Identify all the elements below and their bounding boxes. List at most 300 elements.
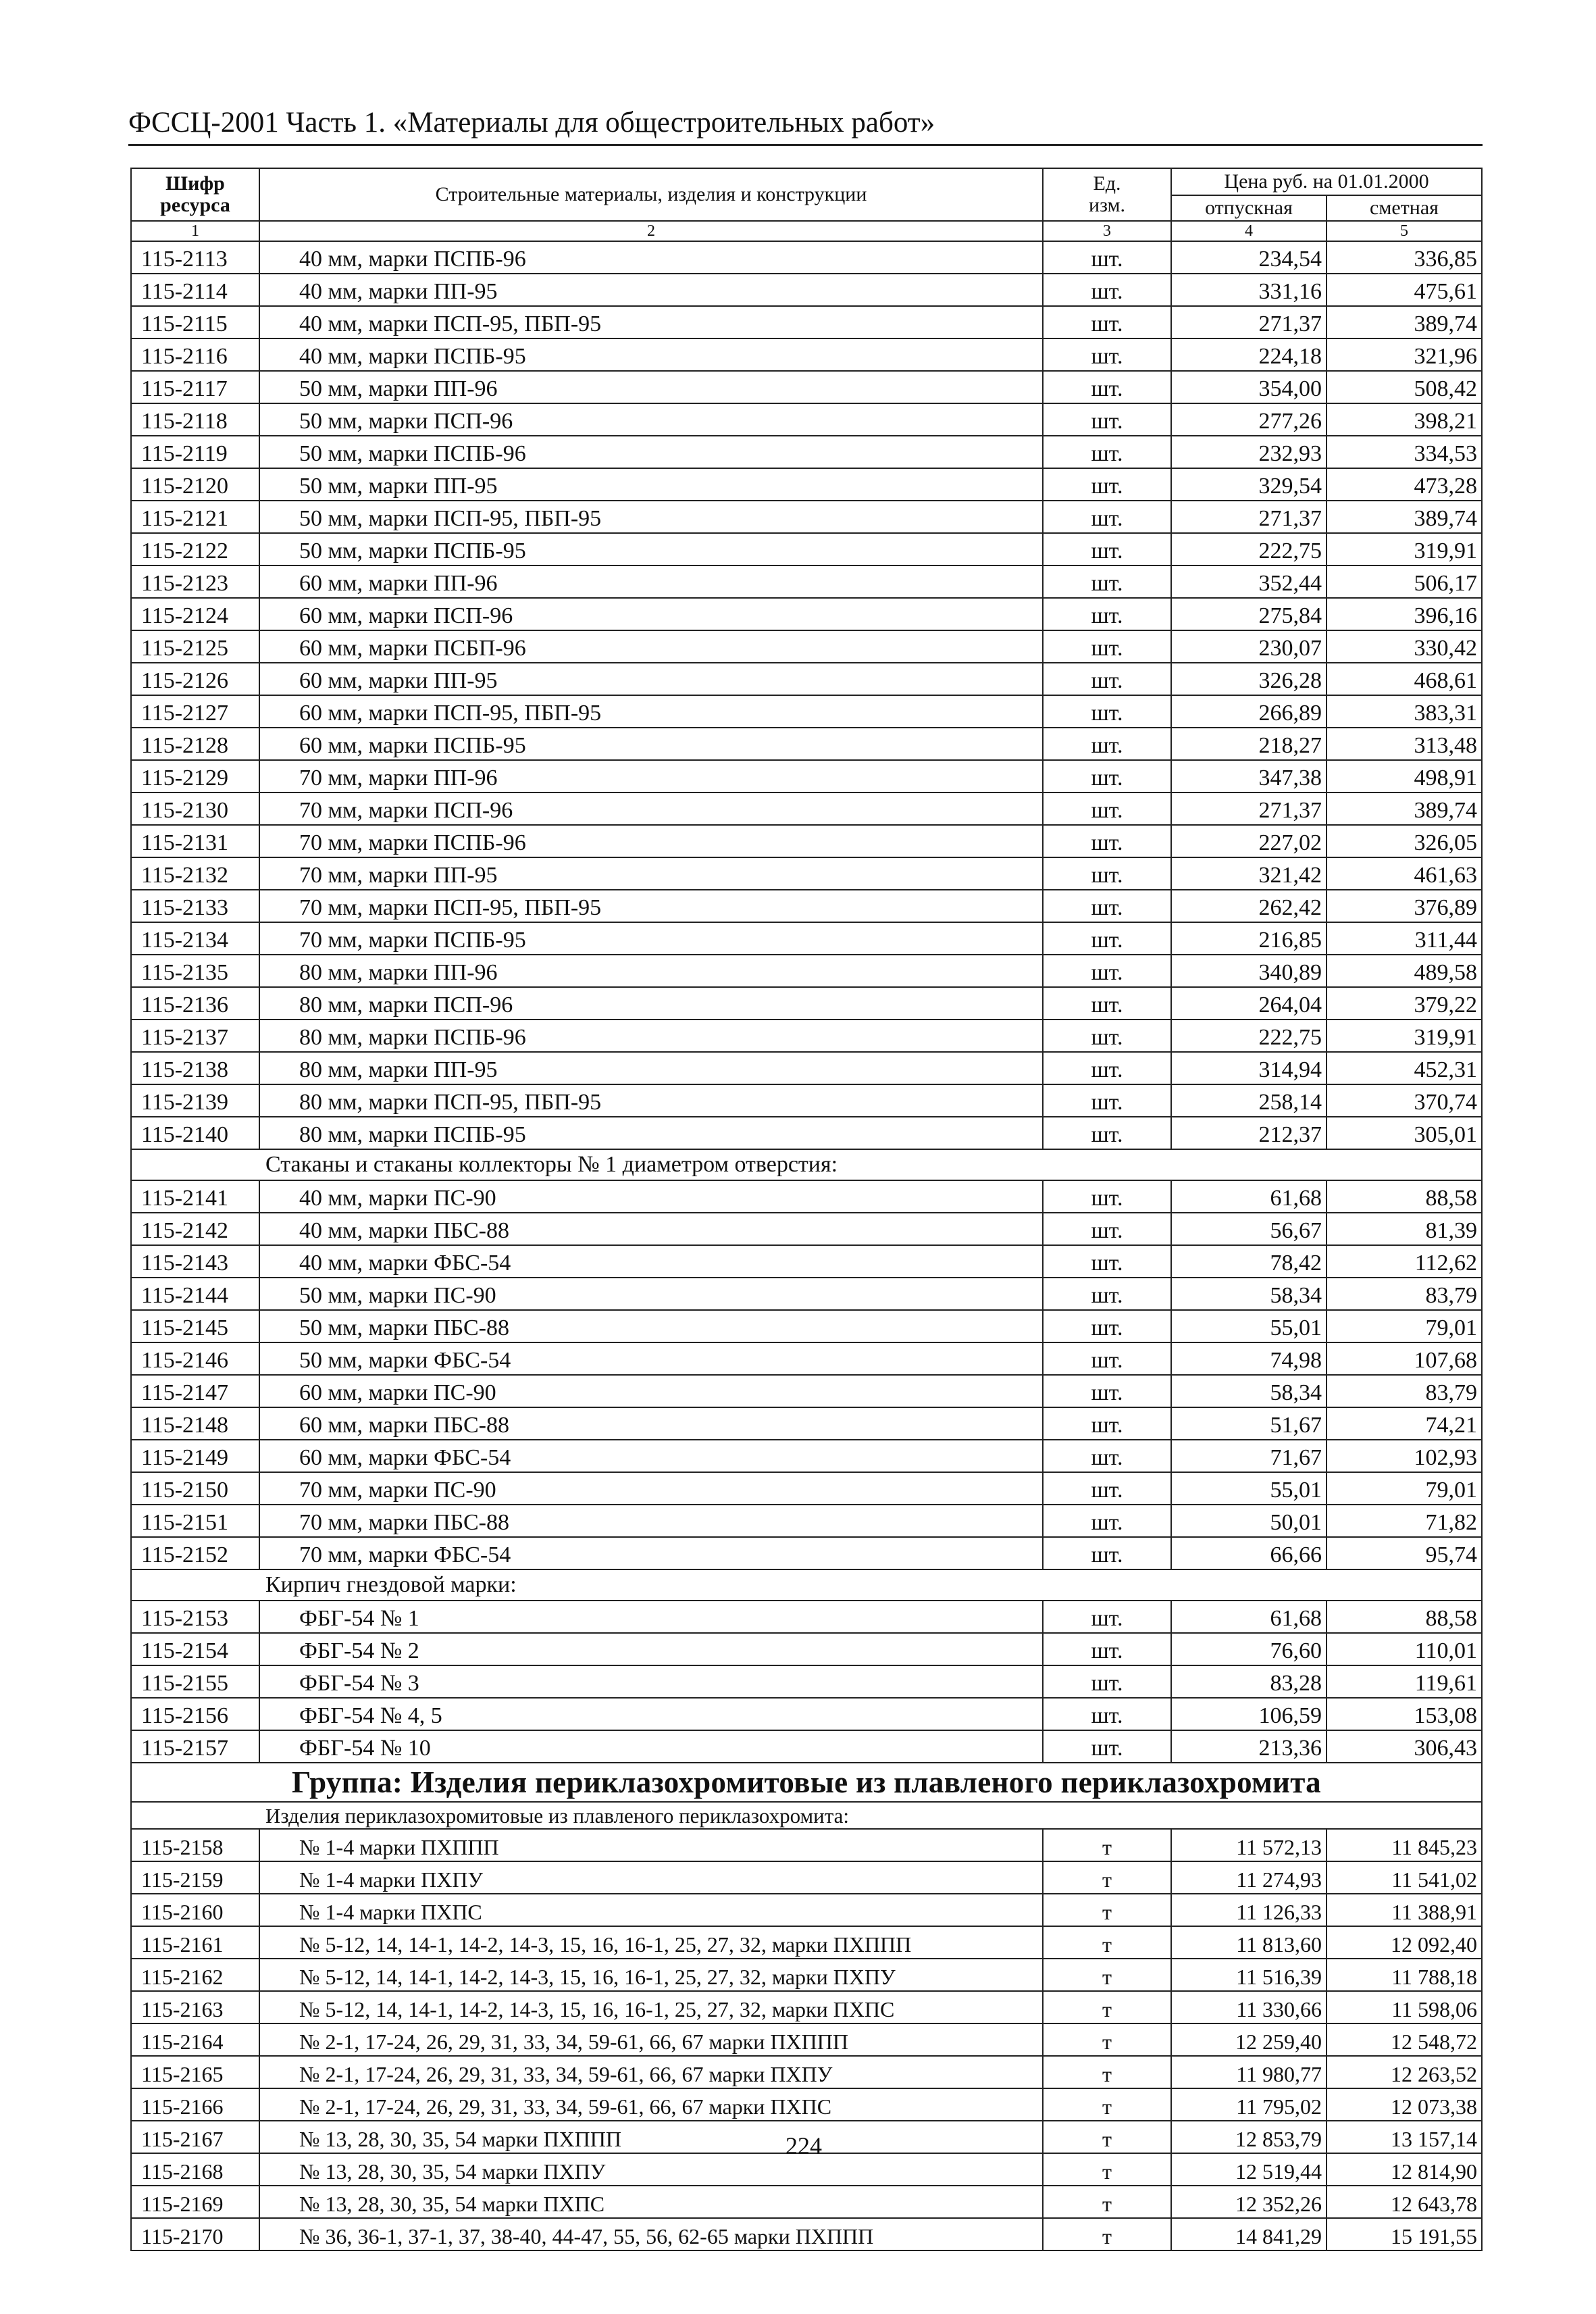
resource-code: 115-2115 <box>131 306 259 338</box>
unit-of-measure: шт. <box>1043 1278 1171 1310</box>
unit-of-measure: шт. <box>1043 1245 1171 1278</box>
col-number: 2 <box>259 221 1043 241</box>
release-price: 83,28 <box>1171 1665 1327 1698</box>
material-name: № 5-12, 14, 14-1, 14-2, 14-3, 15, 16, 16-1, 25, 27, 32, марки ПХПУ <box>259 1959 1043 1991</box>
section-heading: Стаканы и стаканы коллекторы № 1 диаметром отверстия: <box>131 1149 1482 1180</box>
resource-code: 115-2143 <box>131 1245 259 1278</box>
estimate-price: 326,05 <box>1327 825 1482 857</box>
estimate-price: 107,68 <box>1327 1342 1482 1375</box>
rows-block-cups <box>131 1180 1482 1569</box>
estimate-price: 12 073,38 <box>1327 2088 1482 2121</box>
release-price: 58,34 <box>1171 1375 1327 1407</box>
table-row <box>131 2218 1482 2250</box>
estimate-price: 475,61 <box>1327 274 1482 306</box>
release-price: 213,36 <box>1171 1730 1327 1763</box>
resource-code: 115-2131 <box>131 825 259 857</box>
release-price: 71,67 <box>1171 1440 1327 1472</box>
resource-code: 115-2148 <box>131 1407 259 1440</box>
unit-of-measure: шт. <box>1043 1310 1171 1342</box>
material-name: 60 мм, марки ПБС-88 <box>259 1407 1043 1440</box>
release-price: 329,54 <box>1171 468 1327 501</box>
unit-of-measure: шт. <box>1043 1505 1171 1537</box>
release-price: 50,01 <box>1171 1505 1327 1537</box>
table-row <box>131 1472 1482 1505</box>
material-name: 60 мм, марки ПСП-95, ПБП-95 <box>259 695 1043 728</box>
col-price-header: Цена руб. на 01.01.2000 <box>1171 168 1482 195</box>
estimate-price: 12 092,40 <box>1327 1926 1482 1959</box>
estimate-price: 389,74 <box>1327 501 1482 533</box>
release-price: 218,27 <box>1171 728 1327 760</box>
resource-code: 115-2159 <box>131 1861 259 1894</box>
resource-code: 115-2164 <box>131 2023 259 2056</box>
table-row <box>131 338 1482 371</box>
resource-code: 115-2152 <box>131 1537 259 1569</box>
group-subtitle: Изделия периклазохромитовые из плавленого периклазохромита: <box>131 1802 1482 1829</box>
unit-of-measure: т <box>1043 2218 1171 2250</box>
estimate-price: 11 845,23 <box>1327 1829 1482 1861</box>
table-row <box>131 1052 1482 1084</box>
material-name: 70 мм, марки ПБС-88 <box>259 1505 1043 1537</box>
resource-code: 115-2119 <box>131 436 259 468</box>
col-number: 3 <box>1043 221 1171 241</box>
table-row <box>131 1020 1482 1052</box>
material-name: 70 мм, марки ПСПБ-95 <box>259 922 1043 955</box>
material-name: № 5-12, 14, 14-1, 14-2, 14-3, 15, 16, 16-1, 25, 27, 32, марки ПХППП <box>259 1926 1043 1959</box>
estimate-price: 12 643,78 <box>1327 2186 1482 2218</box>
release-price: 12 853,79 <box>1171 2121 1327 2153</box>
resource-code: 115-2123 <box>131 565 259 598</box>
release-price: 76,60 <box>1171 1633 1327 1665</box>
resource-code: 115-2134 <box>131 922 259 955</box>
resource-code: 115-2168 <box>131 2153 259 2186</box>
material-name: 50 мм, марки ПП-96 <box>259 371 1043 403</box>
table-row <box>131 922 1482 955</box>
release-price: 222,75 <box>1171 1020 1327 1052</box>
unit-of-measure: шт. <box>1043 955 1171 987</box>
table-row <box>131 403 1482 436</box>
estimate-price: 506,17 <box>1327 565 1482 598</box>
material-name: 70 мм, марки ПС-90 <box>259 1472 1043 1505</box>
release-price: 61,68 <box>1171 1180 1327 1213</box>
estimate-price: 12 263,52 <box>1327 2056 1482 2088</box>
resource-code: 115-2117 <box>131 371 259 403</box>
table-row <box>131 2023 1482 2056</box>
material-name: 50 мм, марки ПБС-88 <box>259 1310 1043 1342</box>
unit-of-measure: шт. <box>1043 1342 1171 1375</box>
resource-code: 115-2145 <box>131 1310 259 1342</box>
material-name: 50 мм, марки ПСПБ-95 <box>259 533 1043 565</box>
material-name: 70 мм, марки ПСП-96 <box>259 793 1043 825</box>
col-number: 5 <box>1327 221 1482 241</box>
table-row <box>131 468 1482 501</box>
estimate-price: 468,61 <box>1327 663 1482 695</box>
resource-code: 115-2149 <box>131 1440 259 1472</box>
unit-of-measure: т <box>1043 2056 1171 2088</box>
estimate-price: 11 388,91 <box>1327 1894 1482 1926</box>
estimate-price: 461,63 <box>1327 857 1482 890</box>
unit-of-measure: шт. <box>1043 1537 1171 1569</box>
table-row <box>131 955 1482 987</box>
material-name: 80 мм, марки ПСПБ-95 <box>259 1117 1043 1149</box>
unit-of-measure: шт. <box>1043 533 1171 565</box>
resource-code: 115-2139 <box>131 1084 259 1117</box>
section-cups <box>131 1149 1482 1180</box>
estimate-price: 306,43 <box>1327 1730 1482 1763</box>
material-name: № 1-4 марки ПХПУ <box>259 1861 1043 1894</box>
estimate-price: 336,85 <box>1327 241 1482 274</box>
table-row <box>131 857 1482 890</box>
resource-code: 115-2157 <box>131 1730 259 1763</box>
release-price: 224,18 <box>1171 338 1327 371</box>
material-name: 80 мм, марки ПП-95 <box>259 1052 1043 1084</box>
material-name: 80 мм, марки ПП-96 <box>259 955 1043 987</box>
resource-code: 115-2130 <box>131 793 259 825</box>
unit-of-measure: шт. <box>1043 663 1171 695</box>
unit-of-measure: шт. <box>1043 565 1171 598</box>
release-price: 275,84 <box>1171 598 1327 630</box>
estimate-price: 396,16 <box>1327 598 1482 630</box>
estimate-price: 88,58 <box>1327 1180 1482 1213</box>
unit-of-measure: т <box>1043 1861 1171 1894</box>
table-row <box>131 274 1482 306</box>
unit-of-measure: шт. <box>1043 1633 1171 1665</box>
resource-code: 115-2127 <box>131 695 259 728</box>
material-name: ФБГ-54 № 1 <box>259 1601 1043 1633</box>
table-row <box>131 760 1482 793</box>
estimate-price: 15 191,55 <box>1327 2218 1482 2250</box>
resource-code: 115-2158 <box>131 1829 259 1861</box>
estimate-price: 102,93 <box>1327 1440 1482 1472</box>
release-price: 11 126,33 <box>1171 1894 1327 1926</box>
estimate-price: 12 814,90 <box>1327 2153 1482 2186</box>
release-price: 14 841,29 <box>1171 2218 1327 2250</box>
release-price: 354,00 <box>1171 371 1327 403</box>
unit-of-measure: шт. <box>1043 371 1171 403</box>
unit-of-measure: т <box>1043 1926 1171 1959</box>
estimate-price: 79,01 <box>1327 1310 1482 1342</box>
table-row <box>131 436 1482 468</box>
unit-of-measure: т <box>1043 1959 1171 1991</box>
resource-code: 115-2136 <box>131 987 259 1020</box>
estimate-price: 330,42 <box>1327 630 1482 663</box>
unit-of-measure: шт. <box>1043 468 1171 501</box>
table-row <box>131 1310 1482 1342</box>
material-name: № 2-1, 17-24, 26, 29, 31, 33, 34, 59-61, 66, 67 марки ПХПС <box>259 2088 1043 2121</box>
resource-code: 115-2120 <box>131 468 259 501</box>
table-row <box>131 1991 1482 2023</box>
material-name: 40 мм, марки ПСПБ-95 <box>259 338 1043 371</box>
unit-of-measure: шт. <box>1043 695 1171 728</box>
estimate-price: 376,89 <box>1327 890 1482 922</box>
material-name: ФБГ-54 № 10 <box>259 1730 1043 1763</box>
resource-code: 115-2124 <box>131 598 259 630</box>
unit-of-measure: шт. <box>1043 501 1171 533</box>
estimate-price: 498,91 <box>1327 760 1482 793</box>
resource-code: 115-2142 <box>131 1213 259 1245</box>
release-price: 11 795,02 <box>1171 2088 1327 2121</box>
estimate-price: 112,62 <box>1327 1245 1482 1278</box>
estimate-price: 313,48 <box>1327 728 1482 760</box>
release-price: 11 813,60 <box>1171 1926 1327 1959</box>
unit-of-measure: шт. <box>1043 825 1171 857</box>
material-name: 50 мм, марки ПП-95 <box>259 468 1043 501</box>
release-price: 61,68 <box>1171 1601 1327 1633</box>
material-name: 40 мм, марки ПСП-95, ПБП-95 <box>259 306 1043 338</box>
resource-code: 115-2114 <box>131 274 259 306</box>
resource-code: 115-2160 <box>131 1894 259 1926</box>
resource-code: 115-2169 <box>131 2186 259 2218</box>
unit-of-measure: шт. <box>1043 728 1171 760</box>
header-rule <box>128 144 1483 146</box>
release-price: 271,37 <box>1171 306 1327 338</box>
resource-code: 115-2151 <box>131 1505 259 1537</box>
estimate-price: 11 788,18 <box>1327 1959 1482 1991</box>
resource-code: 115-2137 <box>131 1020 259 1052</box>
release-price: 66,66 <box>1171 1537 1327 1569</box>
resource-code: 115-2129 <box>131 760 259 793</box>
unit-of-measure: шт. <box>1043 922 1171 955</box>
estimate-price: 398,21 <box>1327 403 1482 436</box>
release-price: 227,02 <box>1171 825 1327 857</box>
table-row <box>131 1861 1482 1894</box>
table-row <box>131 1342 1482 1375</box>
unit-of-measure: шт. <box>1043 1730 1171 1763</box>
material-name: 70 мм, марки ФБС-54 <box>259 1537 1043 1569</box>
release-price: 271,37 <box>1171 501 1327 533</box>
table-row <box>131 1375 1482 1407</box>
estimate-price: 12 548,72 <box>1327 2023 1482 2056</box>
table-row <box>131 1730 1482 1763</box>
material-name: 70 мм, марки ПП-95 <box>259 857 1043 890</box>
unit-of-measure: шт. <box>1043 436 1171 468</box>
material-name: № 36, 36-1, 37-1, 37, 38-40, 44-47, 55, 56, 62-65 марки ПХППП <box>259 2218 1043 2250</box>
table-row <box>131 1959 1482 1991</box>
release-price: 347,38 <box>1171 760 1327 793</box>
material-name: № 1-4 марки ПХППП <box>259 1829 1043 1861</box>
page-header: ФССЦ-2001 Часть 1. «Материалы для общестроительных работ» <box>128 107 935 139</box>
release-price: 106,59 <box>1171 1698 1327 1730</box>
page-number: 224 <box>786 2132 822 2159</box>
material-name: 60 мм, марки ПСБП-96 <box>259 630 1043 663</box>
unit-of-measure: шт. <box>1043 630 1171 663</box>
material-name: 80 мм, марки ПСП-95, ПБП-95 <box>259 1084 1043 1117</box>
release-price: 78,42 <box>1171 1245 1327 1278</box>
release-price: 11 980,77 <box>1171 2056 1327 2088</box>
estimate-price: 153,08 <box>1327 1698 1482 1730</box>
release-price: 51,67 <box>1171 1407 1327 1440</box>
material-name: ФБГ-54 № 3 <box>259 1665 1043 1698</box>
table-row <box>131 1180 1482 1213</box>
unit-of-measure: т <box>1043 1991 1171 2023</box>
resource-code: 115-2150 <box>131 1472 259 1505</box>
estimate-price: 319,91 <box>1327 1020 1482 1052</box>
table-row <box>131 306 1482 338</box>
rows-block-bricks <box>131 1601 1482 1763</box>
estimate-price: 379,22 <box>1327 987 1482 1020</box>
resource-code: 115-2170 <box>131 2218 259 2250</box>
table-header <box>131 168 1482 241</box>
col-release-header: отпускная <box>1171 195 1327 221</box>
unit-of-measure: шт. <box>1043 760 1171 793</box>
release-price: 12 259,40 <box>1171 2023 1327 2056</box>
unit-of-measure: т <box>1043 2186 1171 2218</box>
release-price: 58,34 <box>1171 1278 1327 1310</box>
unit-of-measure: т <box>1043 2153 1171 2186</box>
estimate-price: 11 598,06 <box>1327 1991 1482 2023</box>
material-name: ФБГ-54 № 2 <box>259 1633 1043 1665</box>
estimate-price: 119,61 <box>1327 1665 1482 1698</box>
estimate-price: 83,79 <box>1327 1375 1482 1407</box>
table-row <box>131 793 1482 825</box>
material-name: 60 мм, марки ФБС-54 <box>259 1440 1043 1472</box>
material-name: № 13, 28, 30, 35, 54 марки ПХППП <box>259 2121 1043 2153</box>
unit-of-measure: шт. <box>1043 1698 1171 1730</box>
price-table <box>130 168 1483 2251</box>
release-price: 216,85 <box>1171 922 1327 955</box>
col-number: 4 <box>1171 221 1327 241</box>
release-price: 222,75 <box>1171 533 1327 565</box>
release-price: 314,94 <box>1171 1052 1327 1084</box>
estimate-price: 389,74 <box>1327 306 1482 338</box>
section-bricks <box>131 1569 1482 1601</box>
resource-code: 115-2144 <box>131 1278 259 1310</box>
table-row <box>131 1505 1482 1537</box>
estimate-price: 83,79 <box>1327 1278 1482 1310</box>
table-row <box>131 1084 1482 1117</box>
table-row <box>131 1117 1482 1149</box>
table-row <box>131 728 1482 760</box>
release-price: 321,42 <box>1171 857 1327 890</box>
resource-code: 115-2140 <box>131 1117 259 1149</box>
table-row <box>131 2088 1482 2121</box>
group-section <box>131 1763 1482 1829</box>
material-name: 60 мм, марки ПСПБ-95 <box>259 728 1043 760</box>
release-price: 11 330,66 <box>1171 1991 1327 2023</box>
material-name: 60 мм, марки ПП-95 <box>259 663 1043 695</box>
unit-of-measure: шт. <box>1043 1117 1171 1149</box>
resource-code: 115-2125 <box>131 630 259 663</box>
release-price: 55,01 <box>1171 1310 1327 1342</box>
estimate-price: 11 541,02 <box>1327 1861 1482 1894</box>
table-row <box>131 501 1482 533</box>
table-row <box>131 1633 1482 1665</box>
material-name: 40 мм, марки ПБС-88 <box>259 1213 1043 1245</box>
material-name: 70 мм, марки ПСПБ-96 <box>259 825 1043 857</box>
release-price: 258,14 <box>1171 1084 1327 1117</box>
unit-of-measure: шт. <box>1043 793 1171 825</box>
table-row <box>131 565 1482 598</box>
unit-of-measure: т <box>1043 2088 1171 2121</box>
estimate-price: 81,39 <box>1327 1213 1482 1245</box>
material-name: 40 мм, марки ПС-90 <box>259 1180 1043 1213</box>
resource-code: 115-2166 <box>131 2088 259 2121</box>
unit-of-measure: шт. <box>1043 274 1171 306</box>
release-price: 232,93 <box>1171 436 1327 468</box>
material-name: № 13, 28, 30, 35, 54 марки ПХПУ <box>259 2153 1043 2186</box>
unit-of-measure: шт. <box>1043 1440 1171 1472</box>
material-name: 40 мм, марки ПСПБ-96 <box>259 241 1043 274</box>
col-code-header: Шифр ресурса <box>131 168 259 221</box>
release-price: 56,67 <box>1171 1213 1327 1245</box>
table-row <box>131 1537 1482 1569</box>
unit-of-measure: шт. <box>1043 1472 1171 1505</box>
release-price: 277,26 <box>1171 403 1327 436</box>
material-name: 60 мм, марки ПС-90 <box>259 1375 1043 1407</box>
table-row <box>131 1245 1482 1278</box>
table-row <box>131 1894 1482 1926</box>
release-price: 326,28 <box>1171 663 1327 695</box>
resource-code: 115-2116 <box>131 338 259 371</box>
material-name: 50 мм, марки ПСПБ-96 <box>259 436 1043 468</box>
resource-code: 115-2147 <box>131 1375 259 1407</box>
material-name: 80 мм, марки ПСПБ-96 <box>259 1020 1043 1052</box>
release-price: 11 516,39 <box>1171 1959 1327 1991</box>
estimate-price: 452,31 <box>1327 1052 1482 1084</box>
material-name: 40 мм, марки ФБС-54 <box>259 1245 1043 1278</box>
material-name: 50 мм, марки ПС-90 <box>259 1278 1043 1310</box>
table-row <box>131 890 1482 922</box>
col-unit-header: Ед. изм. <box>1043 168 1171 221</box>
material-name: 60 мм, марки ПСП-96 <box>259 598 1043 630</box>
estimate-price: 13 157,14 <box>1327 2121 1482 2153</box>
resource-code: 115-2122 <box>131 533 259 565</box>
estimate-price: 305,01 <box>1327 1117 1482 1149</box>
resource-code: 115-2154 <box>131 1633 259 1665</box>
estimate-price: 508,42 <box>1327 371 1482 403</box>
estimate-price: 473,28 <box>1327 468 1482 501</box>
estimate-price: 95,74 <box>1327 1537 1482 1569</box>
table-row <box>131 241 1482 274</box>
table-row <box>131 1601 1482 1633</box>
resource-code: 115-2141 <box>131 1180 259 1213</box>
unit-of-measure: шт. <box>1043 1213 1171 1245</box>
table-row <box>131 1698 1482 1730</box>
release-price: 12 519,44 <box>1171 2153 1327 2186</box>
release-price: 262,42 <box>1171 890 1327 922</box>
rows-block-plates <box>131 241 1482 1149</box>
unit-of-measure: т <box>1043 1829 1171 1861</box>
estimate-price: 334,53 <box>1327 436 1482 468</box>
group-title: Группа: Изделия периклазохромитовые из плавленого периклазохромита <box>131 1763 1482 1802</box>
material-name: 50 мм, марки ФБС-54 <box>259 1342 1043 1375</box>
unit-of-measure: шт. <box>1043 1084 1171 1117</box>
estimate-price: 389,74 <box>1327 793 1482 825</box>
table-row <box>131 695 1482 728</box>
col-number: 1 <box>131 221 259 241</box>
estimate-price: 311,44 <box>1327 922 1482 955</box>
material-name: № 2-1, 17-24, 26, 29, 31, 33, 34, 59-61, 66, 67 марки ПХППП <box>259 2023 1043 2056</box>
unit-of-measure: шт. <box>1043 306 1171 338</box>
unit-of-measure: шт. <box>1043 987 1171 1020</box>
table-row <box>131 1278 1482 1310</box>
estimate-price: 110,01 <box>1327 1633 1482 1665</box>
estimate-price: 321,96 <box>1327 338 1482 371</box>
estimate-price: 489,58 <box>1327 955 1482 987</box>
release-price: 331,16 <box>1171 274 1327 306</box>
unit-of-measure: шт. <box>1043 1020 1171 1052</box>
release-price: 352,44 <box>1171 565 1327 598</box>
material-name: 70 мм, марки ПП-96 <box>259 760 1043 793</box>
resource-code: 115-2126 <box>131 663 259 695</box>
release-price: 212,37 <box>1171 1117 1327 1149</box>
material-name: 40 мм, марки ПП-95 <box>259 274 1043 306</box>
table-row <box>131 371 1482 403</box>
resource-code: 115-2118 <box>131 403 259 436</box>
resource-code: 115-2156 <box>131 1698 259 1730</box>
estimate-price: 370,74 <box>1327 1084 1482 1117</box>
unit-of-measure: шт. <box>1043 1407 1171 1440</box>
table-row <box>131 533 1482 565</box>
